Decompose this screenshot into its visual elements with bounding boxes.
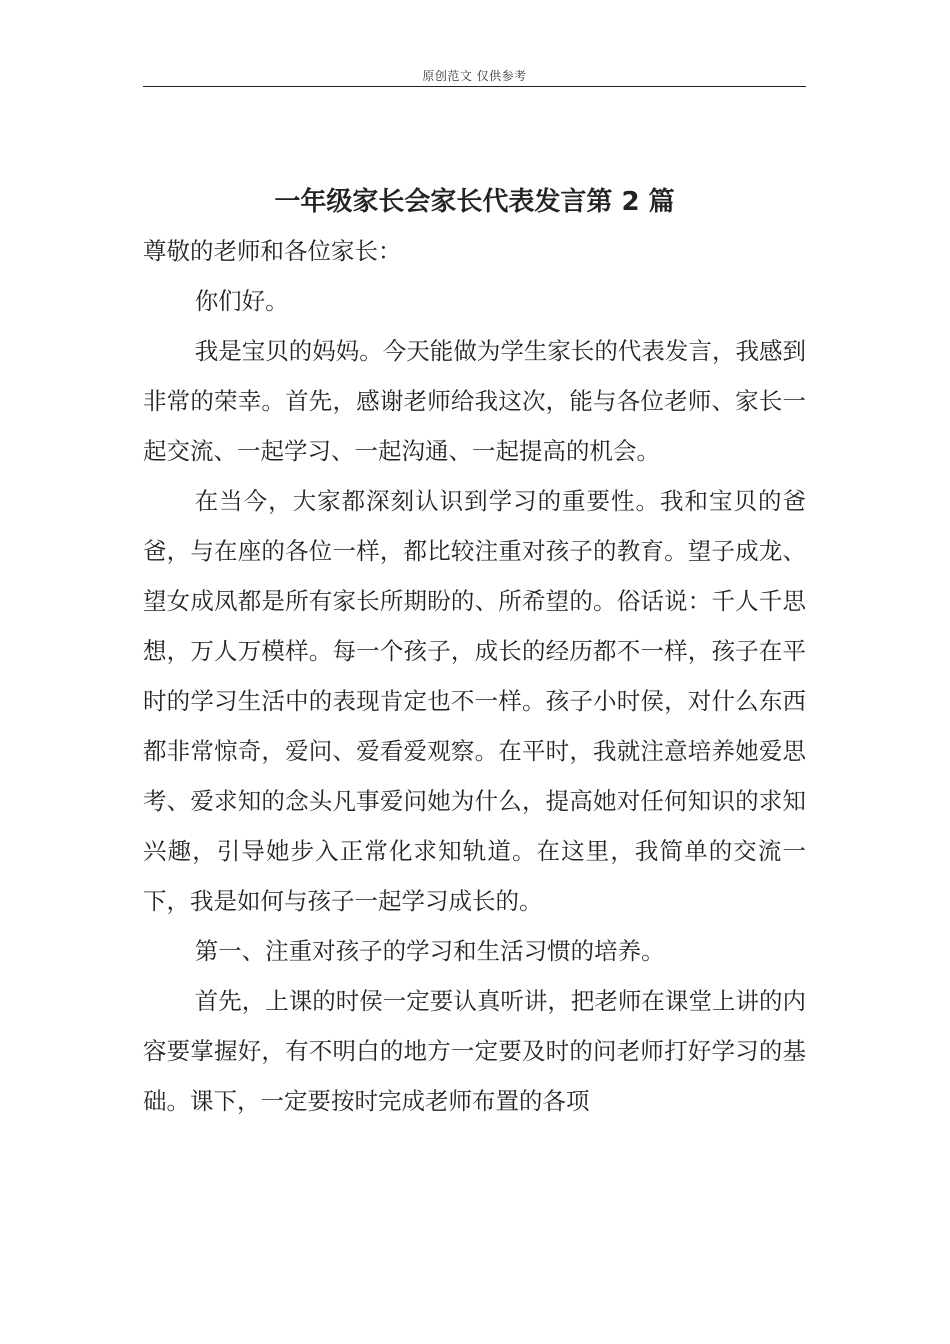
document-title: 一年级家长会家长代表发言第 2 篇	[274, 187, 675, 217]
paragraph-study-habits: 首先，上课的时侯一定要认真听讲，把老师在课堂上讲的内容要掌握好，有不明白的地方一定要及时的问老师打好学习的基础。课下，一定要按时完成老师布置的各项	[143, 987, 806, 1115]
paragraph-section-heading: 第一、注重对孩子的学习和生活习惯的培养。	[194, 937, 665, 965]
paragraph-introduction: 我是宝贝的妈妈。今天能做为学生家长的代表发言，我感到非常的荣幸。首先，感谢老师给我这次，能与各位老师、家长一起交流、一起学习、一起沟通、一起提高的机会。	[143, 337, 806, 465]
page-header	[143, 66, 806, 87]
paragraph-greeting: 你们好。	[194, 287, 289, 315]
document-body	[143, 226, 806, 1126]
salutation: 尊敬的老师和各位家长：	[143, 237, 402, 265]
paragraph-education: 在当今，大家都深刻认识到学习的重要性。我和宝贝的爸爸，与在座的各位一样，都比较注重对孩子的教育。望子成龙、望女成凤都是所有家长所期盼的、所希望的。俗话说：千人千思想，万人万模样。每一个孩子，成长的经历都不一样，孩子在平时的学习生活中的表现肯定也不一样。孩子小时侯，对什么东西都非常惊奇，爱问、爱看爱观察。在平时，我就注意培养她爱思考、爱求知的念头凡事爱问她为什么，提高她对任何知识的求知兴趣，引导她步入正常化求知轨道。在这里，我简单的交流一下，我是如何与孩子一起学习成长的。	[143, 487, 806, 915]
header-text: 原创范文 仅供参考	[422, 69, 527, 83]
